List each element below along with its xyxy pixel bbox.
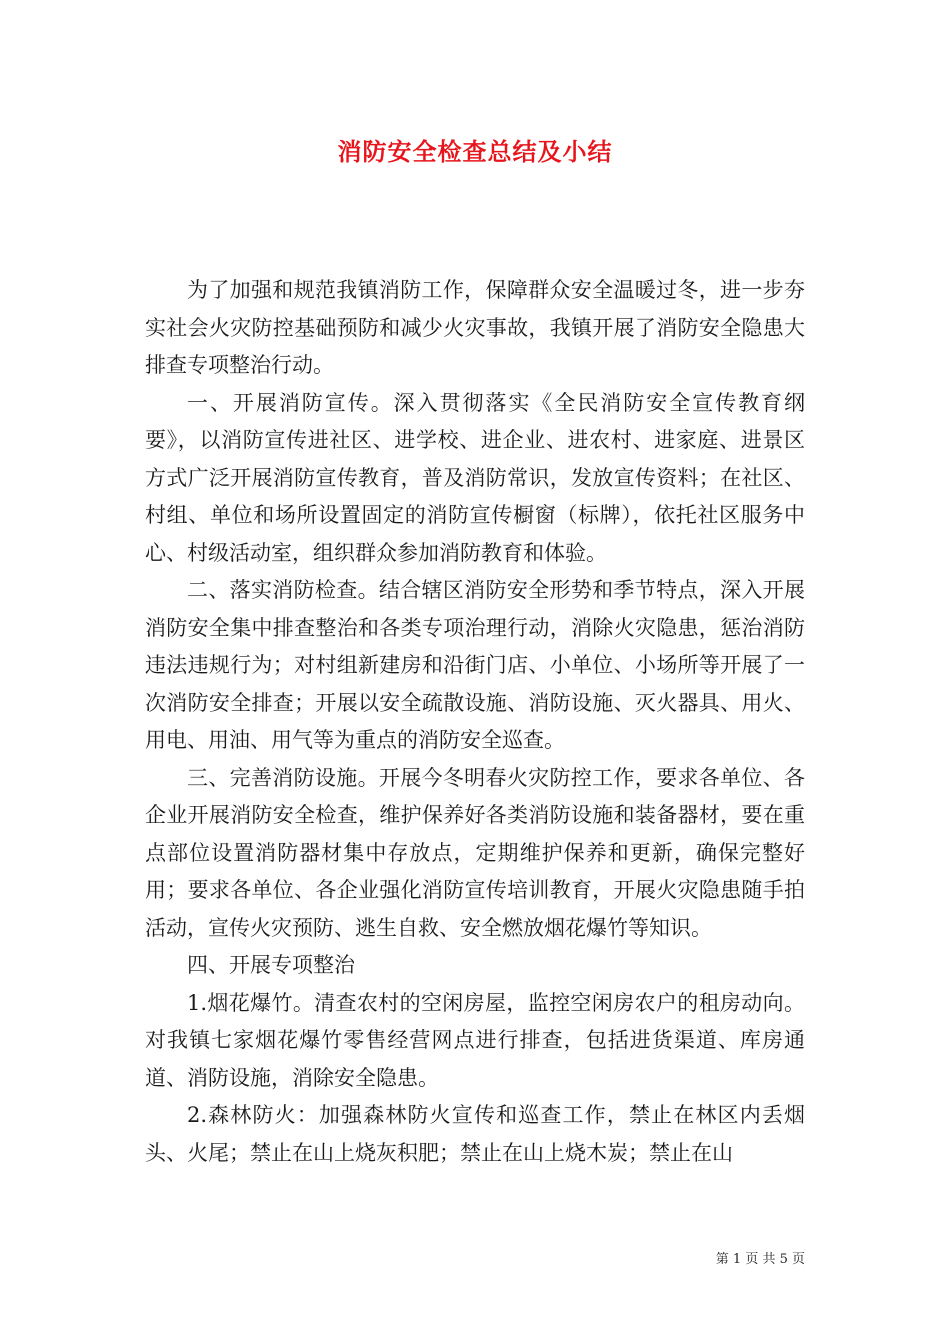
document-title: 消防安全检查总结及小结	[337, 137, 613, 166]
page-number: 第 1 页 共 5 页	[715, 1252, 805, 1267]
paragraph-section-3: 三、完善消防设施。开展今冬明春火灾防控工作，要求各单位、各企业开展消防安全检查，维护保养好各类消防设施和装备器材，要在重点部位设置消防器材集中存放点，定期维护保养和更新，确保完整好用；要求各单位、各企业强化消防宣传培训教育，开展火灾隐患随手拍活动，宣传火灾预防、逃生自救、安全燃放烟花爆竹等知识。	[145, 765, 805, 940]
paragraph-intro: 为了加强和规范我镇消防工作，保障群众安全温暖过冬，进一步夯实社会火灾防控基础预防和减少火灾事故，我镇开展了消防安全隐患大排查专项整治行动。	[145, 278, 805, 377]
document-body	[145, 272, 805, 1172]
paragraph-item-1: 1.烟花爆竹。清查农村的空闲房屋，监控空闲房农户的租房动向。对我镇七家烟花爆竹零售经营网点进行排查，包括进货渠道、库房通道、消防设施，消除安全隐患。	[145, 990, 805, 1090]
paragraph-section-2: 二、落实消防检查。结合辖区消防安全形势和季节特点，深入开展消防安全集中排查整治和各类专项治理行动，消除火灾隐患，惩治消防违法违规行为；对村组新建房和沿街门店、小单位、小场所等开展了一次消防安全排查；开展以安全疏散设施、消防设施、灭火器具、用火、用电、用油、用气等为重点的消防安全巡查。	[145, 578, 805, 752]
paragraph-section-4-heading: 四、开展专项整治	[187, 953, 355, 977]
paragraph-section-1: 一、开展消防宣传。深入贯彻落实《全民消防安全宣传教育纲要》，以消防宣传进社区、进学校、进企业、进农村、进家庭、进景区方式广泛开展消防宣传教育，普及消防常识，发放宣传资料；在社区、村组、单位和场所设置固定的消防宣传橱窗（标牌），依托社区服务中心、村级活动室，组织群众参加消防教育和体验。	[145, 390, 805, 565]
paragraph-item-2: 2.森林防火：加强森林防火宣传和巡查工作，禁止在林区内丢烟头、火尾；禁止在山上烧灰积肥；禁止在山上烧木炭；禁止在山	[145, 1103, 805, 1165]
